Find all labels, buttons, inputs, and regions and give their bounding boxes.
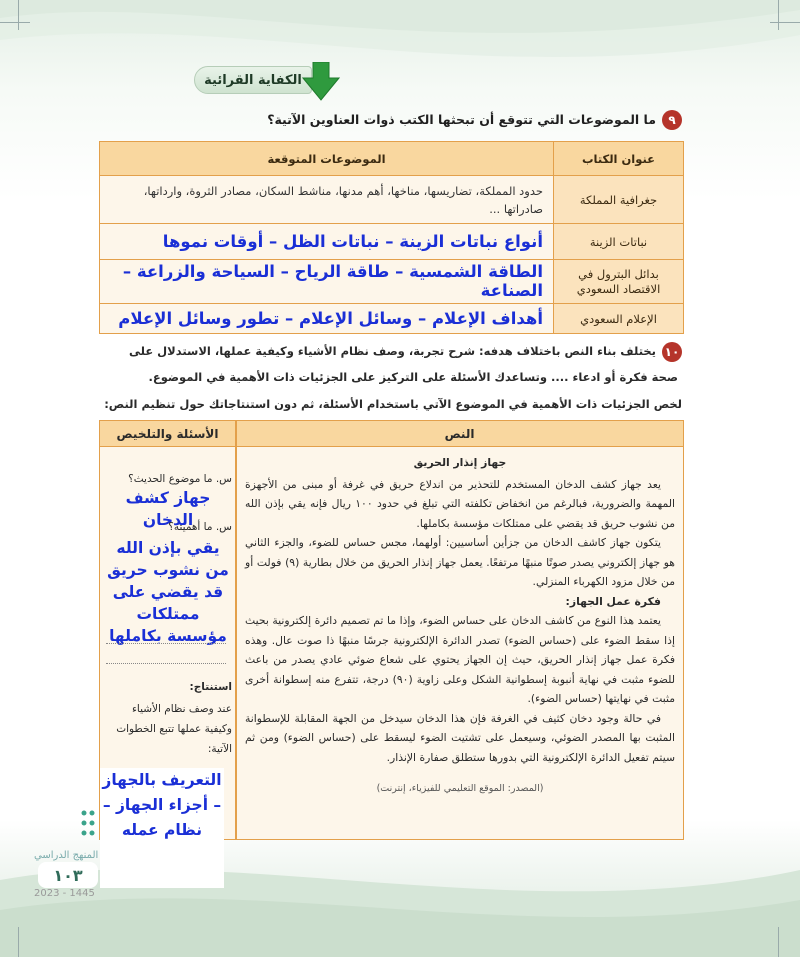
article-paragraph: يتكون جهاز كاشف الدخان من جزأين أساسيين: أولهما، مجس حساس للضوء، والجزء الثاني هو جهاز إلكتروني يصدر صوتًا منبهًا مرتفعًا. يعمل جهاز إنذار الحريق من خلال بطارية (٩) فولت أو من خلال مزود الكهرباء المنزلي. (245, 536, 675, 588)
question-instruction: لخص الجزئيات ذات الأهمية في الموضوع الآتي باستخدام الأسئلة، ثم دون استنتاجاتك حول تنظيم النص: (104, 397, 682, 411)
book-title: نباتات الزينة (554, 224, 684, 260)
dotted-line (106, 643, 226, 644)
handwritten-conclusion: التعريف بالجهاز – أجزاء الجهاز – نظام عمله (100, 768, 224, 888)
table-row (100, 304, 684, 334)
topics-table (99, 141, 684, 334)
article-subheading: فكرة عمل الجهاز: (565, 594, 661, 608)
side-question: س. ما موضوع الحديث؟ (128, 473, 232, 485)
question-text-continued: صحة فكرة أو ادعاء .... وتساعدك الأسئلة على التركيز على الجزئيات ذات الأهمية في الموضوع. (148, 370, 678, 384)
table-row (100, 260, 684, 304)
question-number: ٩ (662, 110, 682, 130)
section-badge (190, 62, 340, 98)
crop-mark (778, 0, 779, 30)
handwritten-answer: الطاقة الشمسية – طاقة الرياح – السياحة والزراعة – الصناعة (100, 260, 554, 304)
book-title: بدائل البترول في الاقتصاد السعودي (554, 260, 684, 304)
page-number: ١٠٣ (38, 862, 98, 888)
book-title: جغرافية المملكة (554, 176, 684, 224)
crop-mark (18, 0, 19, 30)
footer-year: 2023 - 1445 (34, 888, 95, 899)
question-number: ١٠ (662, 342, 682, 362)
article-title: جهاز إنذار الحريق (413, 456, 507, 469)
column-divider (235, 421, 237, 839)
column-header-title: عنوان الكتاب (554, 142, 684, 176)
table-header-row (100, 142, 684, 176)
handwritten-answer: يقي بإذن الله من نشوب حريق قد يقضي على ممتلكات مؤسسة بكاملها (107, 539, 229, 645)
handwritten-answer: جهاز كشف الدخان (125, 489, 211, 529)
book-topics: حدود المملكة، تضاريسها، مناخها، أهم مدنها، مناشط السكان، مصادر الثروة، وارداتها، صادراتها ... (100, 176, 554, 224)
handwritten-answer: أهداف الإعلام – وسائل الإعلام – تطور وسائل الإعلام (100, 304, 554, 334)
column-header-questions: الأسئلة والتلخيص (100, 421, 235, 447)
conclusion-label: استنتاج: (189, 681, 232, 693)
column-header-text: النص (235, 421, 683, 447)
crop-mark (778, 927, 779, 957)
article (245, 453, 675, 799)
crop-mark (18, 927, 19, 957)
book-title: الإعلام السعودي (554, 304, 684, 334)
section-badge-label: الكفاية القرائية (194, 66, 312, 94)
crop-mark (0, 22, 30, 23)
dotted-line (106, 663, 226, 664)
article-paragraph: يعتمد هذا النوع من كاشف الدخان على حساس الضوء، وإذا ما تم تصميم دائرة إلكترونية بحيث إذا سقط الضوء على (حساس الضوء) تصدر الدائرة الإلكترونية جرسًا منبهًا ذا صوت عال. وهذه فكرة عمل جهاز إنذار الحريق، حيث إن الجهاز يحتوي على شعاع ضوئي عادي يصدر من باعث للضوء مثبت في نهاية أنبوبة إسطوانية الشكل وعلى زاوية (٩٠) درجة، تتفرع منه إسطوانة أخرى مثبت في نهايتها (حساس الضوء). (245, 614, 676, 705)
side-question: س. ما أهميته؟ (168, 521, 232, 533)
article-source: (المصدر: الموقع التعليمي للفيزياء، إنترنت) (376, 783, 544, 794)
dots-decoration-icon (78, 808, 98, 838)
article-paragraph: في حالة وجود دخان كثيف في الغرفة فإن هذا الدخان سيدخل من الجهة المقابلة للإسطوانة المثبت بها المصدر الضوئي، وسيعمل على تشتيت الضوء ليسقط على (حساس الضوء) ومن ثم سيتم تفعيل الدائرة الإلكترونية التي بدورها ستطلق صفارة الإنذار. (245, 711, 675, 764)
article-paragraph: يعد جهاز كشف الدخان المستخدم للتحذير من اندلاع حريق في غرفة أو مبنى من الأجهزة المهمة والضرورية، فبالرغم من انخفاض تكلفته التي تبلغ في حدود ١٠٠ ريال فإنه يقي بإذن الله من نشوب حريق قد يقضي على ممتلكات مؤسسة بكاملها. (245, 477, 675, 530)
down-arrow-icon (302, 62, 340, 102)
table-row (100, 224, 684, 260)
question-text: يختلف بناء النص باختلاف هدفه: شرح تجربة، وصف نظام الأشياء وكيفية عملها، الاستدلال على (128, 344, 656, 358)
footer-logo-text: المنهج الدراسي (34, 850, 99, 861)
question-text: ما الموضوعات التي تتوقع أن تبحثها الكتب ذوات العناوين الآتية؟ (267, 112, 656, 127)
column-header-topics: الموضوعات المتوقعة (100, 142, 554, 176)
handwritten-answer: أنواع نباتات الزينة – نباتات الظل – أوقات نموها (100, 224, 554, 260)
table-row (100, 176, 684, 224)
conclusion-text: عند وصف نظام الأشياء وكيفية عملها تتبع الخطوات الآتية: (116, 703, 232, 755)
crop-mark (770, 22, 800, 23)
